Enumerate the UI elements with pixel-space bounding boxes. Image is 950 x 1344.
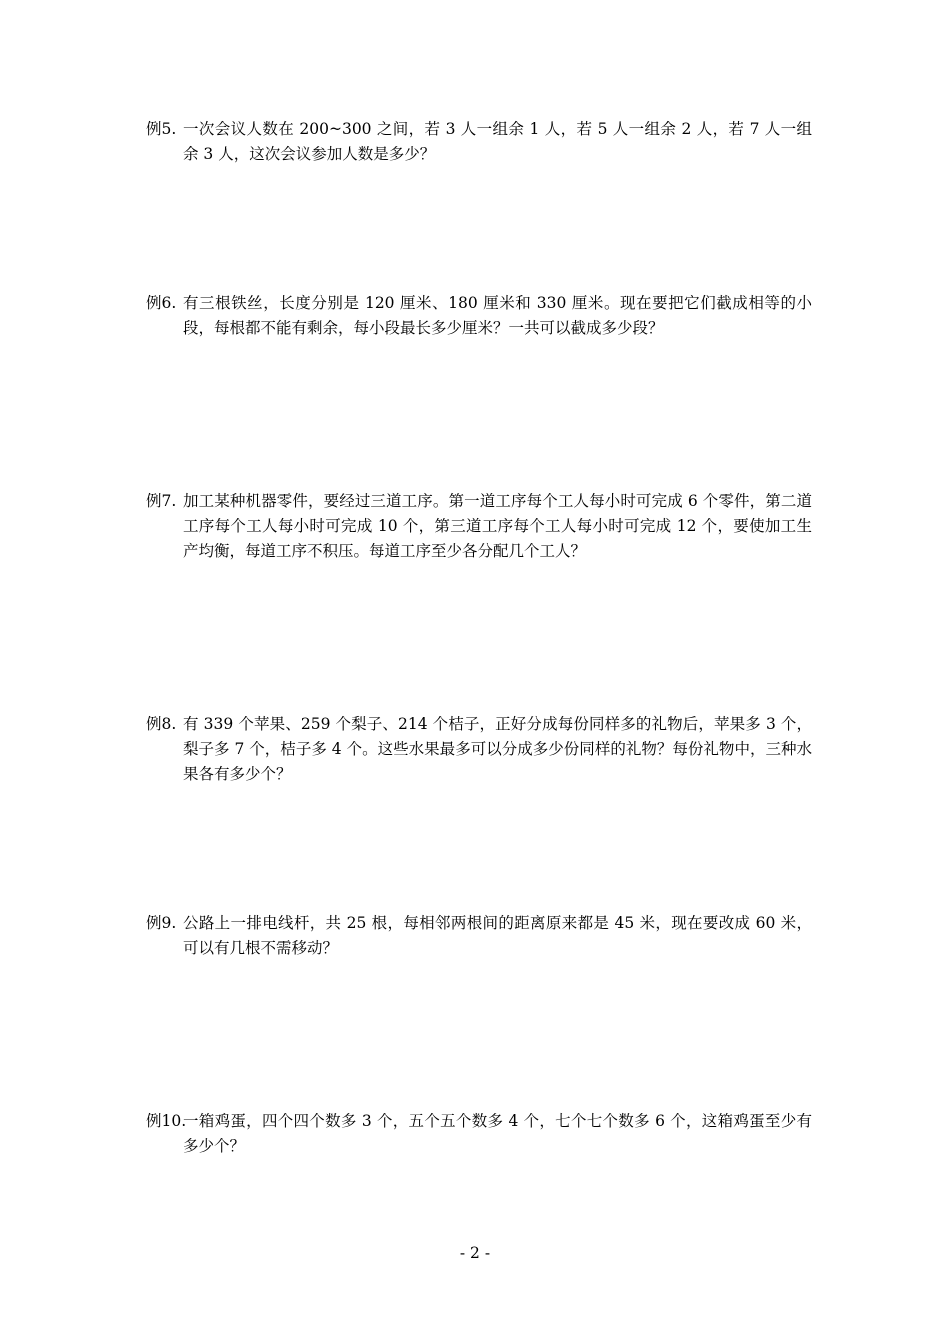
problem-6 xyxy=(146,291,812,341)
problem-8 xyxy=(146,712,812,787)
problem-text: 有 339 个苹果、259 个梨子、214 个桔子，正好分成每份同样多的礼物后，苹果多 3 个，梨子多 7 个，桔子多 4 个。这些水果最多可以分成多少份同样的礼物？每份礼物中，三种水果各有多少个？ xyxy=(183,715,812,783)
problem-text: 一次会议人数在 200~300 之间，若 3 人一组余 1 人，若 5 人一组余 2 人，若 7 人一组余 3 人，这次会议参加人数是多少？ xyxy=(183,120,812,163)
problem-text: 一箱鸡蛋，四个四个数多 3 个，五个五个数多 4 个，七个七个数多 6 个，这箱鸡蛋至少有多少个？ xyxy=(183,1112,812,1155)
problem-7 xyxy=(146,489,812,564)
problem-text: 加工某种机器零件，要经过三道工序。第一道工序每个工人每小时可完成 6 个零件，第二道工序每个工人每小时可完成 10 个，第三道工序每个工人每小时可完成 12 个，要使加工生产均衡，每道工序不积压。每道工序至少各分配几个工人？ xyxy=(183,492,812,560)
problem-label: 例8. xyxy=(146,715,177,733)
problem-10 xyxy=(146,1109,812,1159)
problem-label: 例9. xyxy=(146,914,177,932)
problem-5 xyxy=(146,117,812,167)
problem-label: 例5. xyxy=(146,120,177,138)
problem-label: 例7. xyxy=(146,492,177,510)
problem-text: 公路上一排电线杆，共 25 根，每相邻两根间的距离原来都是 45 米，现在要改成 60 米，可以有几根不需移动？ xyxy=(183,914,812,957)
problem-text: 有三根铁丝，长度分别是 120 厘米、180 厘米和 330 厘米。现在要把它们截成相等的小段，每根都不能有剩余，每小段最长多少厘米？一共可以截成多少段？ xyxy=(183,294,812,337)
page-number: - 2 - xyxy=(459,1244,491,1262)
problem-label: 例6. xyxy=(146,294,177,312)
problem-9 xyxy=(146,911,812,961)
problem-label: 例10. xyxy=(146,1112,187,1130)
